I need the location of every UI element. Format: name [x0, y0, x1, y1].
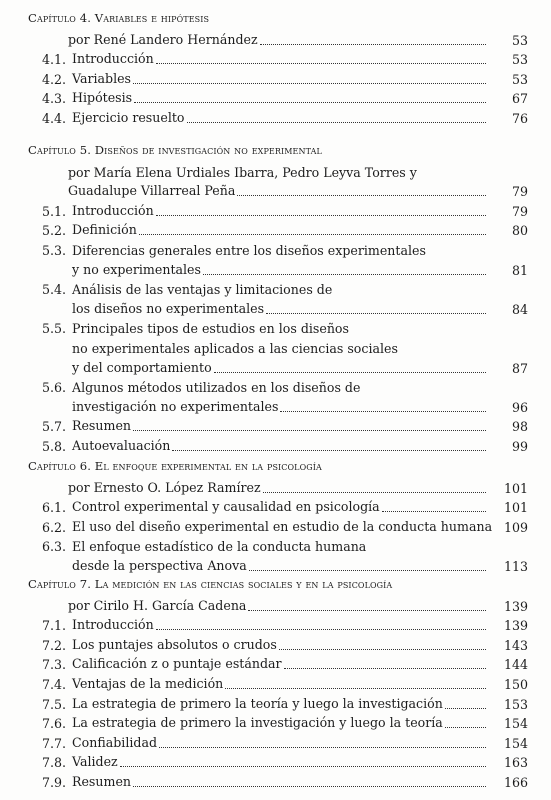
toc-entry-page: 67	[511, 91, 528, 107]
toc-entry-text: Definición	[72, 222, 137, 238]
toc-entry-line	[0, 655, 551, 675]
toc-entry-line	[0, 518, 551, 538]
toc-entry-line	[0, 109, 551, 129]
chapter-author-line	[0, 597, 551, 617]
toc-entry-line	[0, 202, 551, 222]
chapter-title: Capítulo 7. La medición en las ciencias sociales y en la psicología	[28, 577, 393, 591]
toc-entry-leader	[72, 398, 490, 416]
section-number: 7.8.	[41, 755, 66, 771]
chapter-author-leader	[68, 182, 490, 200]
toc-entry-page: 87	[511, 360, 528, 376]
toc-entry-text: y no experimentales	[72, 261, 201, 277]
chapter-author-page: 139	[503, 598, 528, 614]
section-number: 7.9.	[41, 775, 66, 790]
chapter-author-text: Guadalupe Villarreal Peña	[68, 183, 236, 199]
toc-entry-page: 150	[503, 677, 528, 692]
dot-leader	[445, 727, 486, 728]
dot-leader	[237, 195, 486, 196]
toc-entry-line	[0, 753, 551, 773]
toc-entry-leader	[72, 109, 490, 127]
dot-leader	[445, 708, 486, 709]
toc-entry-line	[0, 378, 551, 398]
section-number: 5.1.	[41, 203, 66, 219]
toc-entry-page: 53	[511, 52, 528, 68]
toc-entry-text: Autoevaluación	[72, 438, 171, 453]
dot-leader	[134, 102, 486, 103]
chapter-author-text: por María Elena Urdiales Ibarra, Pedro Leyva Torres y	[68, 164, 417, 180]
chapter-author-line	[0, 31, 551, 51]
section-number: 5.6.	[41, 380, 66, 396]
toc-entry-text: La estrategia de primero la investigación y luego la teoría	[72, 715, 443, 731]
section-number: 7.4.	[41, 677, 66, 692]
toc-entry-text: y del comportamiento	[72, 359, 212, 375]
toc-entry-leader	[72, 655, 490, 673]
section-number: 6.3.	[41, 539, 66, 555]
section-number: 7.5.	[41, 696, 66, 712]
toc-entry-page: 53	[511, 71, 528, 87]
toc-entry-line	[0, 89, 551, 109]
dot-leader	[214, 372, 486, 373]
dot-leader	[156, 629, 486, 630]
toc-entry-leader	[72, 616, 490, 634]
toc-entry-line	[0, 280, 551, 300]
chapter-author-line	[0, 479, 551, 499]
section-number: 4.4.	[41, 111, 66, 126]
dot-leader	[156, 215, 486, 216]
section-number: 5.5.	[41, 321, 66, 337]
toc-entry-text: Ventajas de la medición	[72, 676, 224, 691]
dot-leader	[260, 44, 486, 45]
toc-entry-line	[0, 261, 551, 281]
section-number: 6.1.	[41, 500, 66, 516]
toc-entry-text: Calificación z o puntaje estándar	[72, 656, 282, 672]
chapter-title: Capítulo 5. Diseños de investigación no experimental	[28, 143, 322, 157]
toc-entry-line	[0, 398, 551, 418]
toc-entry-line	[0, 695, 551, 715]
toc-entry-leader	[72, 417, 490, 435]
toc-entry-line	[0, 300, 551, 320]
toc-entry-page: 113	[503, 559, 528, 574]
dot-leader	[249, 570, 486, 571]
dot-leader	[382, 511, 486, 512]
section-number: 4.2.	[41, 71, 66, 87]
toc-entry-text: Introducción	[72, 617, 154, 633]
dot-leader	[133, 786, 486, 787]
toc-entry-page: 139	[503, 618, 528, 634]
dot-leader	[156, 63, 486, 64]
toc-entry-text: investigación no experimentales	[72, 398, 279, 414]
toc-entry-line	[0, 636, 551, 656]
toc-entry-line	[0, 773, 551, 793]
toc-entry-text: Diferencias generales entre los diseños experimentales	[72, 243, 426, 258]
toc-entry-page: 143	[503, 637, 528, 653]
toc-entry-page: 153	[503, 696, 528, 712]
section-number: 7.6.	[41, 716, 66, 732]
section-number: 6.2.	[41, 519, 66, 535]
dot-leader	[266, 313, 486, 314]
toc-entry-leader	[72, 261, 490, 279]
toc-entry-leader	[72, 773, 490, 791]
toc-entry-text: Control experimental y causalidad en psicología	[72, 499, 380, 515]
toc-entry-line	[0, 319, 551, 339]
toc-entry-leader	[72, 437, 490, 455]
chapter-title: Capítulo 4. Variables e hipótesis	[28, 11, 210, 25]
toc-entry-line	[0, 498, 551, 518]
toc-entry-text: los diseños no experimentales	[72, 300, 265, 316]
toc-entry-line	[0, 417, 551, 437]
dot-leader	[120, 766, 486, 767]
chapter-author-page: 79	[511, 184, 528, 200]
toc-entry-text: La estrategia de primero la teoría y luego la investigación	[72, 695, 443, 711]
chapter-author-line	[0, 182, 551, 202]
toc-entry-text: no experimentales aplicados a las ciencias sociales	[72, 341, 398, 356]
toc-entry-text: Algunos métodos utilizados en los diseños de	[72, 380, 361, 396]
toc-entry-text: Validez	[72, 754, 118, 770]
section-number: 5.3.	[41, 243, 66, 258]
dot-leader	[133, 83, 486, 84]
toc-entry-text: desde la perspectiva Anova	[72, 558, 247, 573]
chapter-author-line	[0, 163, 551, 183]
toc-entry-line	[0, 537, 551, 557]
toc-entry-page: 96	[511, 399, 528, 415]
toc-entry-text: Análisis de las ventajas y limitaciones de	[72, 282, 333, 298]
toc-entry-leader	[72, 636, 490, 654]
toc-entry-text: Introducción	[72, 51, 154, 67]
toc-entry-page: 154	[503, 716, 528, 732]
toc-entry-line	[0, 616, 551, 636]
toc-entry-line	[0, 734, 551, 754]
toc-entry-line	[0, 359, 551, 379]
toc-entry-line	[0, 50, 551, 70]
section-number: 7.7.	[41, 735, 66, 751]
dot-leader	[263, 492, 486, 493]
dot-leader	[225, 688, 486, 689]
toc-entry-page: 166	[503, 775, 528, 790]
toc-entry-text: Hipótesis	[72, 90, 133, 106]
section-number: 5.8.	[41, 439, 66, 454]
toc-entry-page: 81	[511, 262, 528, 278]
section-number: 4.3.	[41, 91, 66, 107]
toc-entry-leader	[72, 695, 490, 713]
toc-entry-line	[0, 339, 551, 359]
toc-entry-line	[0, 437, 551, 457]
toc-entry-line	[0, 241, 551, 261]
section-number: 4.1.	[41, 52, 66, 68]
dot-leader	[159, 747, 486, 748]
chapter-author-leader	[68, 479, 490, 497]
toc-entry-page: 79	[511, 203, 528, 219]
toc-entry-page: 99	[511, 439, 528, 454]
dot-leader	[203, 274, 486, 275]
toc-entry-text: Variables	[72, 70, 132, 86]
section-number: 5.4.	[41, 282, 66, 298]
toc-entry-leader	[72, 734, 490, 752]
toc-entry-leader	[72, 714, 490, 732]
toc-entry-leader	[72, 675, 490, 693]
toc-entry-leader	[72, 221, 490, 239]
toc-entry-page: 144	[503, 657, 528, 673]
toc-entry-leader	[72, 498, 490, 516]
toc-entry-leader	[72, 70, 490, 88]
toc-entry-leader	[72, 89, 490, 107]
toc-entry-line	[0, 70, 551, 90]
chapter-author-text: por Cirilo H. García Cadena	[68, 597, 247, 613]
chapter-author-text: por Ernesto O. López Ramírez	[68, 479, 261, 495]
toc-entry-leader	[72, 202, 490, 220]
dot-leader	[279, 649, 486, 650]
chapter-author-page: 101	[503, 480, 528, 496]
toc-entry-text: Resumen	[72, 774, 132, 789]
toc-entry-text: Resumen	[72, 418, 132, 434]
toc-entry-text: Ejercicio resuelto	[72, 110, 185, 125]
chapter-title: Capítulo 6. El enfoque experimental en la psicología	[28, 459, 322, 473]
section-number: 7.3.	[41, 657, 66, 673]
section-number: 7.1.	[41, 618, 66, 634]
dot-leader	[139, 234, 486, 235]
section-number: 5.2.	[41, 223, 66, 239]
dot-leader	[280, 411, 486, 412]
toc-entry-leader	[72, 50, 490, 68]
toc-entry-leader	[72, 300, 490, 318]
toc-entry-leader	[72, 557, 490, 575]
dot-leader	[133, 430, 486, 431]
toc-entry-page: 80	[511, 223, 528, 239]
toc-entry-text: Principales tipos de estudios en los diseños	[72, 321, 349, 337]
toc-entry-leader	[72, 518, 493, 536]
toc-entry-text: Confiabilidad	[72, 734, 158, 750]
chapter-author-leader	[68, 31, 490, 49]
toc-entry-text: Introducción	[72, 202, 154, 218]
toc-entry-leader	[72, 753, 490, 771]
chapter-author-leader	[68, 597, 490, 615]
toc-entry-line	[0, 714, 551, 734]
toc-entry-page: 98	[511, 419, 528, 435]
toc-entry-page: 84	[511, 301, 528, 317]
dot-leader	[187, 122, 487, 123]
toc-entry-leader	[72, 359, 490, 377]
toc-entry-page: 154	[503, 735, 528, 751]
chapter-author-text: por René Landero Hernández	[68, 31, 258, 47]
toc-entry-page: 163	[503, 755, 528, 771]
toc-entry-text: Los puntajes absolutos o crudos	[72, 636, 277, 652]
toc-entry-text: El uso del diseño experimental en estudio de la conducta humana	[72, 518, 493, 534]
toc-entry-line	[0, 221, 551, 241]
section-number: 5.7.	[41, 419, 66, 435]
toc-entry-page: 76	[511, 111, 528, 126]
toc-entry-page: 101	[503, 500, 528, 516]
toc-entry-line	[0, 675, 551, 695]
dot-leader	[248, 610, 486, 611]
dot-leader	[172, 450, 486, 451]
chapter-author-page: 53	[511, 32, 528, 48]
toc-entry-page: 109	[503, 519, 528, 535]
section-number: 7.2.	[41, 637, 66, 653]
dot-leader	[284, 668, 486, 669]
toc-entry-text: El enfoque estadístico de la conducta humana	[72, 539, 367, 555]
